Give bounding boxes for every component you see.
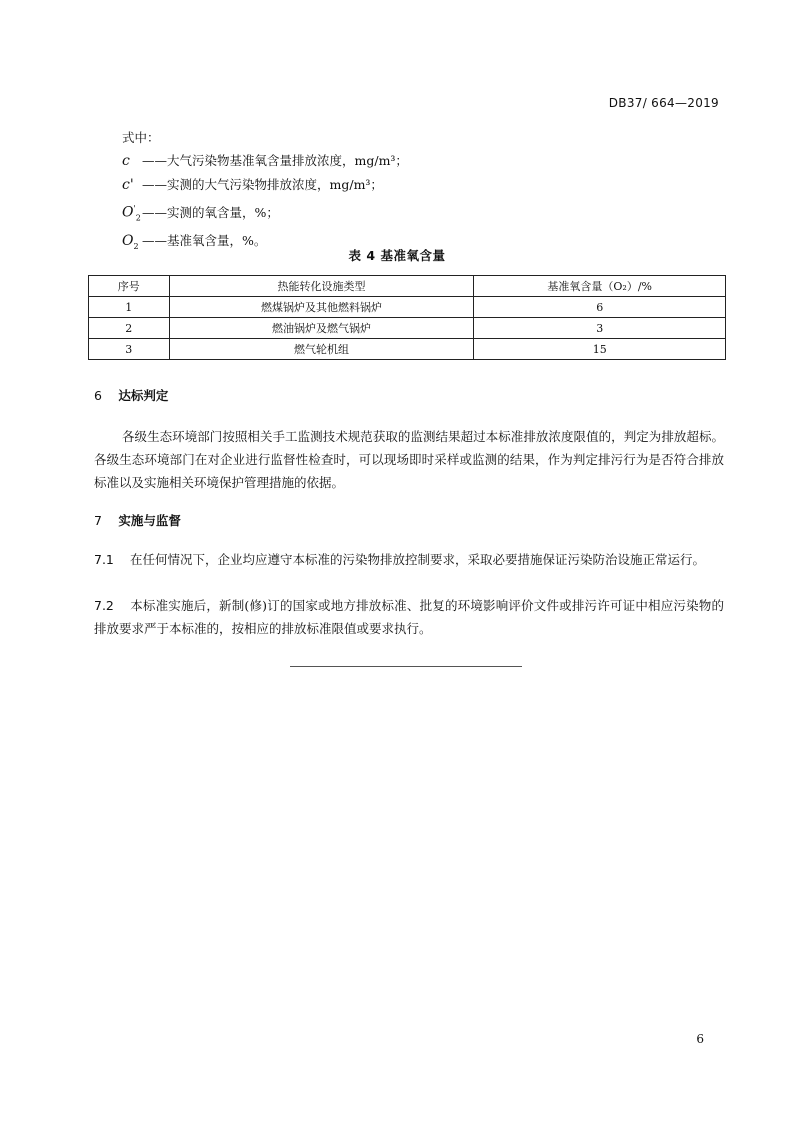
formula-description: ——大气污染物基准氧含量排放浓度，mg/m³；: [142, 153, 408, 168]
formula-intro: 式中：: [122, 130, 160, 145]
table-cell: 燃油锅炉及燃气锅炉: [169, 318, 474, 339]
table-row: [89, 297, 726, 318]
clause-text: 在任何情况下，企业均应遵守本标准的污染物排放控制要求，采取必要措施保证污染防治设施正常运行。: [130, 552, 706, 567]
page-number: 6: [696, 1032, 704, 1046]
section-heading-6: [94, 386, 168, 404]
section-number: 6: [94, 388, 102, 403]
table-cell: 2: [89, 318, 170, 339]
formula-legend: [122, 126, 408, 258]
clause-text: 本标准实施后，新制(修)订的国家或地方排放标准、批复的环境影响评价文件或排污许可证中相应污染物的排放要求严于本标准的，按相应的排放标准限值或要求执行。: [94, 598, 724, 636]
formula-description: ——实测的氧含量，%；: [142, 204, 279, 220]
formula-symbol: $O'_2$: [122, 204, 141, 223]
section-number: 7: [94, 513, 102, 528]
table-title: 表 4 基准氧含量: [348, 248, 446, 263]
table-row: [89, 339, 726, 360]
section-title: 实施与监督: [118, 513, 181, 528]
formula-item: [122, 197, 408, 229]
table-header-cell: 序号: [89, 276, 170, 297]
formula-description: ——实测的大气污染物排放浓度，mg/m³；: [142, 177, 383, 192]
section-heading-7: [94, 511, 181, 529]
formula-item: [122, 149, 408, 173]
section-6-paragraph: 各级生态环境部门按照相关手工监测技术规范获取的监测结果超过本标准排放浓度限值的，判定为排放超标。各级生态环境部门在对企业进行监督性检查时，可以现场即时采样或监测的结果，作为判定排污行为是否符合排放标准以及实施相关环境保护管理措施的依据。: [94, 429, 724, 490]
table-cell: 燃煤锅炉及其他燃料锅炉: [169, 297, 474, 318]
reference-oxygen-table: [88, 275, 726, 360]
clause-7-2: [94, 594, 724, 640]
formula-item: [122, 173, 408, 197]
table-cell: 3: [474, 318, 726, 339]
clause-number: 7.1: [94, 552, 114, 567]
document-id: DB37/ 664—2019: [608, 96, 719, 110]
formula-description: ——基准氧含量，%。: [142, 233, 267, 249]
table-header-cell: 热能转化设施类型: [169, 276, 474, 297]
clause-number: 7.2: [94, 598, 114, 613]
table-cell: 15: [474, 339, 726, 360]
formula-symbol: c': [122, 177, 134, 193]
table-cell: 3: [89, 339, 170, 360]
end-of-document-rule: [290, 666, 522, 667]
table-row: [89, 318, 726, 339]
table-cell: 1: [89, 297, 170, 318]
formula-symbol: c: [122, 153, 130, 169]
table-header-row: [89, 276, 726, 297]
table-header-cell: 基准氧含量（O₂）/%: [474, 276, 726, 297]
formula-symbol: $O_2$: [122, 233, 139, 252]
table-cell: 6: [474, 297, 726, 318]
clause-7-1: [94, 548, 724, 571]
section-title: 达标判定: [118, 388, 169, 403]
table-cell: 燃气轮机组: [169, 339, 474, 360]
